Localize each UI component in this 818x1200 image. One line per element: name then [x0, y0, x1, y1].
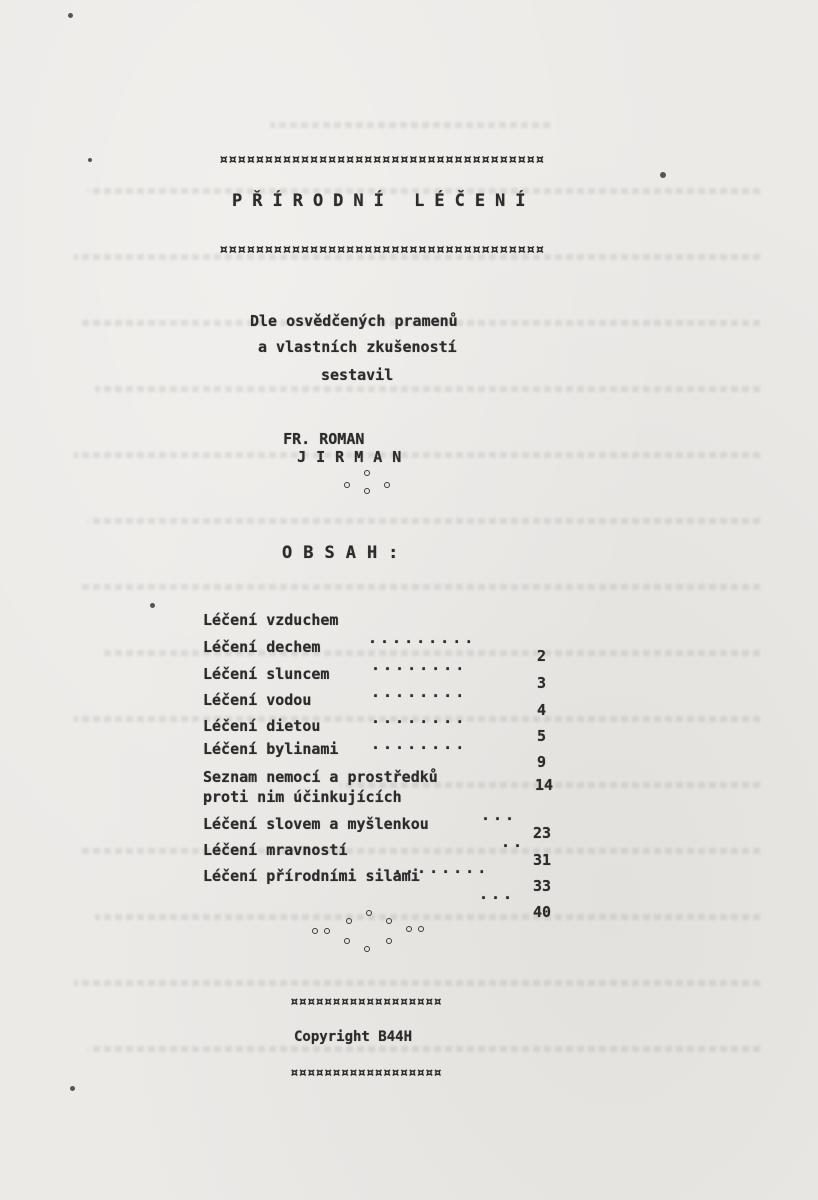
copyright-ornament-top: ¤¤¤¤¤¤¤¤¤¤¤¤¤¤¤¤¤¤: [290, 994, 442, 1010]
ornament-circle: [344, 482, 350, 488]
toc-entry: [203, 849, 573, 939]
toc-entry-page: 2: [537, 647, 547, 665]
page-title: PŘÍRODNÍ LÉČENÍ: [232, 191, 536, 211]
toc-entry-label: Léčení sluncem: [203, 665, 330, 683]
toc-entry-label: Seznam nemocí a prostředků: [203, 768, 438, 786]
title-underline-ornament: ¤¤¤¤¤¤¤¤¤¤¤¤¤¤¤¤¤¤¤¤¤¤¤¤¤¤¤¤¤¤¤¤¤¤¤¤: [219, 240, 545, 258]
toc-entry-label: Léčení vzduchem: [203, 611, 339, 629]
author-first-name: FR. ROMAN: [283, 430, 365, 448]
paper-speck: [150, 603, 155, 608]
toc-entry-page: 4: [537, 701, 547, 719]
toc-entry-leader: ........: [371, 709, 468, 727]
toc-entry-page: 3: [537, 674, 547, 692]
toc-entry-leader: ........: [371, 683, 468, 701]
paper-speck: [70, 1086, 75, 1091]
toc-entry-label: Léčení přírodními silami: [203, 867, 420, 885]
toc-entry-page: 31: [533, 851, 552, 869]
reverse-side-bleed-through: [60, 70, 760, 1110]
ornament-circle: [364, 470, 370, 476]
toc-entry-label: Léčení slovem a myšlenkou: [203, 815, 429, 833]
toc-entry-leader: ..: [501, 833, 526, 851]
toc-entry-page: 40: [533, 903, 552, 921]
ornament-circle: [418, 926, 424, 932]
copyright-ornament-bottom: ¤¤¤¤¤¤¤¤¤¤¤¤¤¤¤¤¤¤: [290, 1065, 442, 1081]
toc-entry-leader: ........: [371, 656, 468, 674]
subtitle-line-2: a vlastních zkušeností: [258, 338, 457, 356]
ornament-circle: [366, 910, 372, 916]
toc-entry-label: proti nim účinkujících: [203, 788, 402, 806]
toc-entry-page: 9: [537, 753, 547, 771]
ornament-circle: [324, 928, 330, 934]
toc-entry-page: 14: [535, 776, 554, 794]
ornament-circle: [384, 482, 390, 488]
contents-heading: OBSAH:: [282, 543, 410, 563]
toc-entry-label: Léčení mravností: [203, 841, 348, 859]
ornament-circle: [386, 938, 392, 944]
author-surname: JIRMAN: [297, 448, 412, 466]
toc-entry-leader: ........: [393, 859, 490, 877]
toc-entry-page: 23: [533, 824, 552, 842]
ornament-circle: [344, 938, 350, 944]
ornament-circle: [406, 926, 412, 932]
ornament-circle: [364, 488, 370, 494]
toc-entry-page: 5: [537, 727, 547, 745]
ornament-circle: [346, 918, 352, 924]
toc-entry-label: Léčení dechem: [203, 638, 321, 656]
subtitle-line-1: Dle osvědčených pramenů: [250, 312, 458, 330]
toc-entry-label: Léčení dietou: [203, 717, 321, 735]
paper-speck: [68, 13, 73, 18]
toc-entry-label: Léčení vodou: [203, 691, 312, 709]
paper-speck: [660, 172, 666, 178]
copyright-notice: Copyright B44H: [294, 1029, 413, 1045]
toc-entry-leader: ...: [481, 806, 518, 824]
top-ornament-rule: ¤¤¤¤¤¤¤¤¤¤¤¤¤¤¤¤¤¤¤¤¤¤¤¤¤¤¤¤¤¤¤¤¤¤¤¤: [219, 150, 545, 168]
ornament-circle: [386, 918, 392, 924]
subtitle-line-3: sestavil: [321, 366, 394, 384]
paper-speck: [88, 158, 92, 162]
toc-entry-leader: ........: [371, 735, 468, 753]
author-line: [247, 412, 411, 484]
toc-entry-leader: ...: [479, 885, 516, 903]
ornament-circle: [364, 946, 370, 952]
toc-entry-label: Léčení bylinami: [203, 740, 339, 758]
toc-entry-page: 33: [533, 877, 552, 895]
ornament-circle: [312, 928, 318, 934]
toc-entry-leader: .........: [368, 629, 477, 647]
